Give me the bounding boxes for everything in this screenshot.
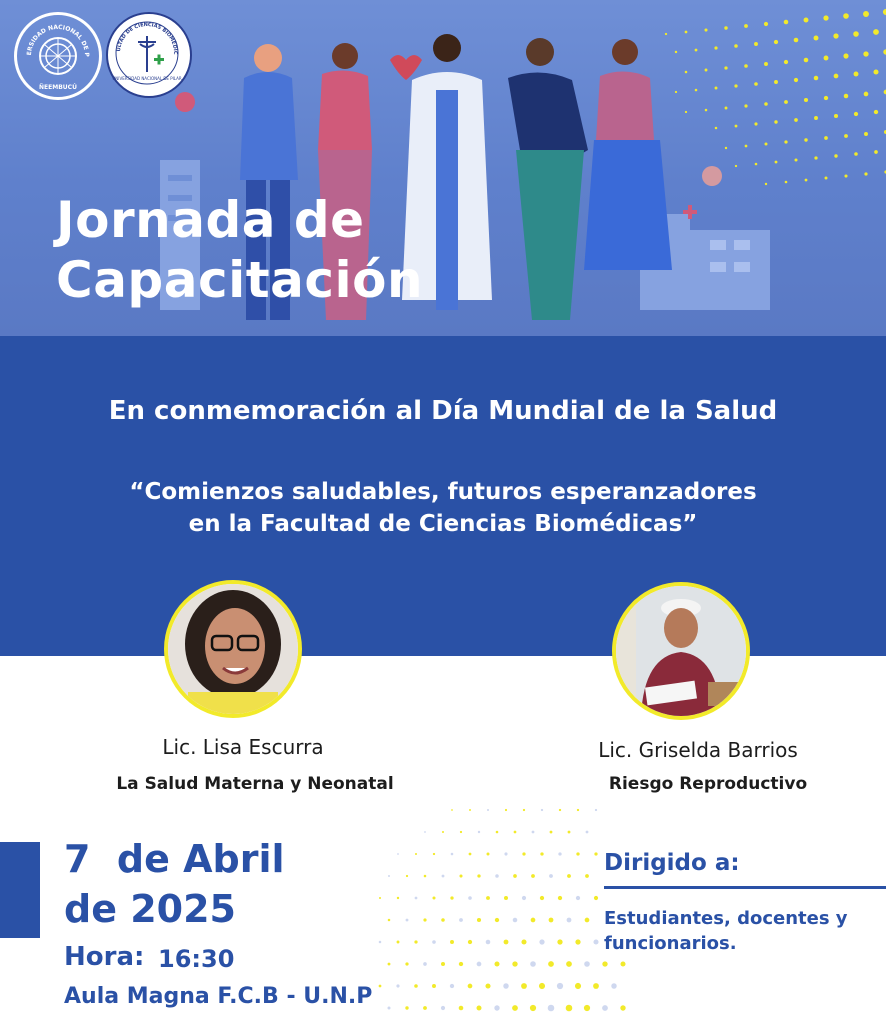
decor-dot — [576, 896, 580, 900]
svg-text:UNIVERSIDAD NACIONAL DE PILAR — [17, 15, 90, 58]
decor-dot — [460, 831, 462, 833]
decor-dot — [450, 984, 454, 988]
decor-dot — [414, 940, 417, 943]
decor-dot — [433, 853, 435, 855]
decor-dot — [567, 874, 571, 878]
decor-dot — [414, 984, 418, 988]
decor-dot — [584, 1005, 590, 1011]
decor-dot — [595, 809, 597, 811]
decor-dot — [477, 874, 480, 877]
svg-text:FACULTAD DE CIENCIAS BIOMÉDICA — [108, 14, 179, 55]
decor-dot — [620, 961, 625, 966]
decor-dot — [558, 852, 561, 855]
decor-dot — [423, 1006, 427, 1010]
decor-dot — [594, 852, 597, 855]
decor-dot — [586, 831, 589, 834]
unp-logo-text: ERSIDAD NACIONAL DE P — [25, 23, 91, 57]
decor-dot — [522, 852, 525, 855]
decor-dot — [406, 919, 409, 922]
decor-dot — [558, 896, 562, 900]
decor-dot — [620, 1005, 625, 1010]
decor-dot — [585, 918, 590, 923]
decor-dot — [577, 809, 579, 811]
decor-dot — [530, 961, 536, 967]
decor-dot — [576, 852, 579, 855]
event-date — [64, 834, 285, 934]
decor-dot — [566, 1005, 573, 1012]
speaker-photo-1 — [164, 580, 302, 718]
decor-dot — [531, 874, 535, 878]
decor-dot — [548, 961, 554, 967]
decor-dot — [585, 874, 589, 878]
decor-dot — [593, 939, 598, 944]
decor-dot — [495, 918, 499, 922]
decor-dot — [566, 961, 572, 967]
decor-dot — [496, 831, 499, 834]
decor-dot — [424, 831, 426, 833]
decor-dot — [594, 896, 598, 900]
decor-dot — [540, 852, 543, 855]
decor-dot — [539, 939, 544, 944]
decor-dot — [494, 1005, 499, 1010]
decor-dot — [513, 918, 518, 923]
decor-dot — [541, 809, 543, 811]
decor-dot — [459, 962, 463, 966]
fcb-logo-text: ULTAD DE CIENCIAS BIOMÉDIC — [115, 21, 179, 55]
unp-logo — [14, 12, 102, 100]
decor-dot — [557, 939, 562, 944]
decor-dot — [468, 984, 473, 989]
audience-line-2: funcionarios. — [604, 933, 737, 954]
decor-dot — [504, 940, 509, 945]
decor-dot — [459, 1006, 464, 1011]
decor-dot — [477, 1006, 482, 1011]
decor-dot — [379, 985, 382, 988]
decor-dot — [405, 1006, 408, 1009]
decor-dot — [451, 809, 453, 811]
decor-dot — [495, 874, 499, 878]
decor-dot — [432, 896, 435, 899]
decor-dot — [396, 984, 399, 987]
decor-dot — [532, 831, 535, 834]
decor-dot — [441, 1006, 445, 1010]
decor-dot — [468, 940, 472, 944]
decor-dot — [397, 897, 399, 899]
unp-logo-bottom-text: ÑEEMBUCÚ — [39, 84, 77, 91]
decor-dot — [539, 983, 545, 989]
decor-dot — [512, 961, 517, 966]
decor-dot — [584, 961, 590, 967]
decor-dot — [548, 1005, 555, 1012]
fcb-logo-bottom-text: UNIVERSIDAD NACIONAL DE PILAR — [112, 76, 182, 81]
decor-dot — [523, 809, 525, 811]
speaker-name-2: Lic. Griselda Barrios — [598, 738, 798, 762]
date-accent-bar — [0, 842, 40, 938]
decor-dot — [513, 874, 517, 878]
decor-dot — [415, 897, 418, 900]
decor-dot — [478, 831, 480, 833]
slogan-line-2: en la Facultad de Ciencias Biomédicas” — [188, 511, 698, 537]
event-slogan — [0, 476, 886, 540]
decor-dot — [469, 853, 472, 856]
decor-dot — [405, 962, 408, 965]
decor-dot — [459, 874, 462, 877]
speaker-photo-2 — [612, 582, 750, 720]
decor-dot — [468, 896, 472, 900]
decor-dot — [567, 918, 572, 923]
decor-dot — [486, 896, 490, 900]
decor-dot — [415, 853, 417, 855]
decor-dot — [549, 918, 554, 923]
decor-dot — [397, 853, 399, 855]
page-title — [56, 190, 423, 310]
decor-dot — [459, 918, 463, 922]
decor-dot — [512, 1005, 518, 1011]
title-line-2: Capacitación — [56, 251, 424, 309]
decor-dot — [397, 941, 400, 944]
decor-dot — [388, 963, 391, 966]
decor-dot — [602, 961, 607, 966]
decor-dot — [522, 896, 526, 900]
date-line-1: 7 de Abril — [64, 837, 285, 881]
fcb-logo — [106, 12, 192, 98]
decor-dot — [432, 984, 436, 988]
time-value: 16:30 — [158, 945, 235, 973]
hero-banner — [0, 0, 886, 336]
decor-dot — [379, 941, 382, 944]
decor-dot — [485, 983, 490, 988]
decor-dot — [487, 853, 490, 856]
date-line-2: de 2025 — [64, 887, 236, 931]
audience-line-1: Estudiantes, docentes y — [604, 908, 848, 929]
decor-dot — [521, 939, 526, 944]
decor-dot — [388, 919, 391, 922]
slogan-line-1: “Comienzos saludables, futuros esperanzadores — [129, 479, 757, 505]
decor-dot — [504, 852, 507, 855]
decor-dot — [451, 853, 454, 856]
decor-dot — [503, 983, 508, 988]
decor-dot — [494, 961, 499, 966]
decor-dot — [406, 875, 408, 877]
decor-dot — [441, 962, 445, 966]
decor-dot — [514, 831, 517, 834]
decor-dot — [450, 896, 453, 899]
decor-dot — [423, 918, 426, 921]
decor-dot — [379, 897, 381, 899]
decor-dot — [530, 1005, 536, 1011]
speaker-topic-2: Riesgo Reproductivo — [608, 774, 808, 794]
decor-dot — [549, 874, 553, 878]
decor-dot — [486, 940, 491, 945]
decor-dot — [432, 940, 436, 944]
decor-dot — [568, 831, 571, 834]
event-location: Aula Magna F.C.B - U.N.P — [64, 984, 373, 1009]
decor-dot — [388, 875, 390, 877]
audience-description — [604, 906, 884, 956]
decor-dot — [504, 896, 508, 900]
decor-dot — [593, 983, 599, 989]
decor-dot — [477, 918, 481, 922]
time-label: Hora: — [64, 942, 145, 972]
decor-dot — [540, 896, 544, 900]
decor-dot — [521, 983, 527, 989]
decor-dot — [575, 983, 581, 989]
decor-dot — [424, 875, 427, 878]
speaker-topic-1: La Salud Materna y Neonatal — [116, 774, 394, 794]
decor-dot — [442, 831, 444, 833]
decor-dot — [441, 918, 445, 922]
decor-dot — [611, 983, 616, 988]
audience-divider — [604, 886, 886, 889]
decor-dot — [487, 809, 489, 811]
decor-dot — [469, 809, 471, 811]
decor-dot — [531, 918, 536, 923]
decor-dot — [559, 809, 561, 811]
decor-dot — [550, 831, 553, 834]
decor-dot — [575, 939, 580, 944]
decor-dot — [505, 809, 507, 811]
decor-dot — [442, 875, 445, 878]
event-subtitle: En conmemoración al Día Mundial de la Salud — [108, 396, 778, 426]
title-line-1: Jornada de — [56, 191, 365, 249]
audience-title: Dirigido a: — [604, 850, 740, 876]
speaker-name-1: Lic. Lisa Escurra — [162, 735, 324, 759]
decor-dot — [602, 1005, 608, 1011]
decor-dot — [557, 983, 563, 989]
decor-dot — [423, 962, 427, 966]
decor-dot — [477, 962, 482, 967]
decor-dot — [450, 940, 454, 944]
decor-dot — [388, 1007, 391, 1010]
